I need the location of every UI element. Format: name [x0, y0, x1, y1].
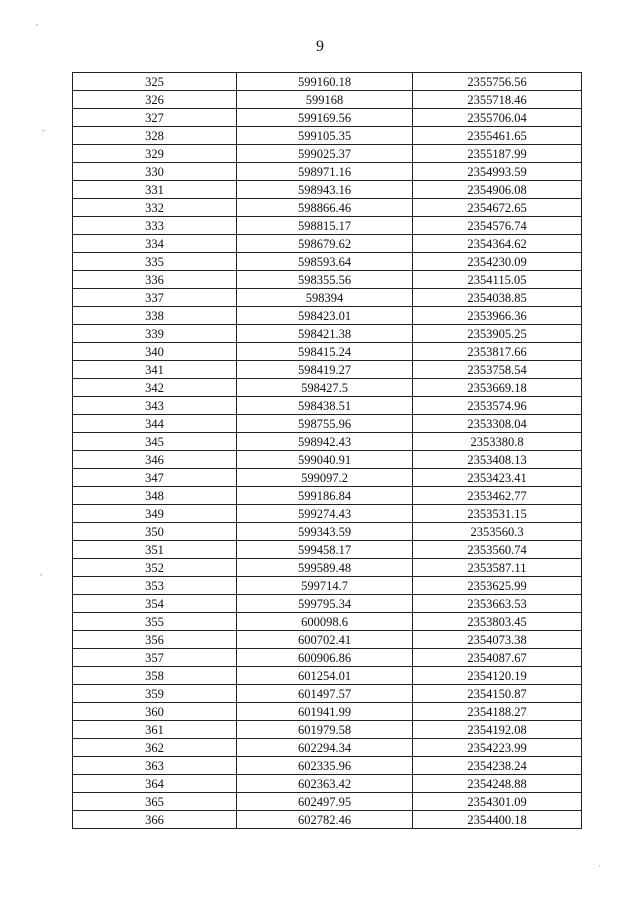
table-row: [73, 91, 582, 109]
y-coordinate-cell: 2354115.05: [413, 271, 582, 289]
x-coordinate-cell: 598815.17: [237, 217, 413, 235]
x-coordinate-cell: 598866.46: [237, 199, 413, 217]
table-row: [73, 685, 582, 703]
x-coordinate-cell: 598394: [237, 289, 413, 307]
point-number-cell: 351: [73, 541, 237, 559]
x-coordinate-cell: 601254.01: [237, 667, 413, 685]
y-coordinate-cell: 2353905.25: [413, 325, 582, 343]
table-row: [73, 721, 582, 739]
x-coordinate-cell: 601497.57: [237, 685, 413, 703]
point-number-cell: 363: [73, 757, 237, 775]
y-coordinate-cell: 2353587.11: [413, 559, 582, 577]
y-coordinate-cell: 2354400.18: [413, 811, 582, 829]
x-coordinate-cell: 599458.17: [237, 541, 413, 559]
point-number-cell: 330: [73, 163, 237, 181]
table-row: [73, 577, 582, 595]
point-number-cell: 357: [73, 649, 237, 667]
y-coordinate-cell: 2353408.13: [413, 451, 582, 469]
point-number-cell: 348: [73, 487, 237, 505]
table-row: [73, 757, 582, 775]
x-coordinate-cell: 598593.64: [237, 253, 413, 271]
point-number-cell: 340: [73, 343, 237, 361]
x-coordinate-cell: 599168: [237, 91, 413, 109]
x-coordinate-cell: 599714.7: [237, 577, 413, 595]
x-coordinate-cell: 598419.27: [237, 361, 413, 379]
point-number-cell: 329: [73, 145, 237, 163]
scan-speck: ,: [36, 18, 38, 27]
point-number-cell: 326: [73, 91, 237, 109]
table-row: [73, 505, 582, 523]
x-coordinate-cell: 599105.35: [237, 127, 413, 145]
y-coordinate-cell: 2353560.3: [413, 523, 582, 541]
y-coordinate-cell: 2354120.19: [413, 667, 582, 685]
x-coordinate-cell: 599160.18: [237, 73, 413, 91]
point-number-cell: 358: [73, 667, 237, 685]
table-row: [73, 379, 582, 397]
y-coordinate-cell: 2355187.99: [413, 145, 582, 163]
point-number-cell: 334: [73, 235, 237, 253]
point-number-cell: 352: [73, 559, 237, 577]
x-coordinate-cell: 599186.84: [237, 487, 413, 505]
table-row: [73, 595, 582, 613]
page-number: 9: [316, 38, 324, 55]
point-number-cell: 361: [73, 721, 237, 739]
y-coordinate-cell: 2354087.67: [413, 649, 582, 667]
point-number-cell: 365: [73, 793, 237, 811]
y-coordinate-cell: 2354238.24: [413, 757, 582, 775]
point-number-cell: 333: [73, 217, 237, 235]
x-coordinate-cell: 599343.59: [237, 523, 413, 541]
point-number-cell: 350: [73, 523, 237, 541]
table-row: [73, 235, 582, 253]
y-coordinate-cell: 2354188.27: [413, 703, 582, 721]
table-row: [73, 469, 582, 487]
table-row: [73, 181, 582, 199]
y-coordinate-cell: 2354223.99: [413, 739, 582, 757]
y-coordinate-cell: 2354073.38: [413, 631, 582, 649]
y-coordinate-cell: 2353817.66: [413, 343, 582, 361]
x-coordinate-cell: 602782.46: [237, 811, 413, 829]
y-coordinate-cell: 2353462.77: [413, 487, 582, 505]
table-row: [73, 451, 582, 469]
table-row: [73, 793, 582, 811]
x-coordinate-cell: 602335.96: [237, 757, 413, 775]
table-row: [73, 163, 582, 181]
table-body: [73, 73, 582, 829]
table-row: [73, 613, 582, 631]
y-coordinate-cell: 2354038.85: [413, 289, 582, 307]
y-coordinate-cell: 2354150.87: [413, 685, 582, 703]
y-coordinate-cell: 2355706.04: [413, 109, 582, 127]
point-number-cell: 366: [73, 811, 237, 829]
x-coordinate-cell: 598971.16: [237, 163, 413, 181]
table-row: [73, 487, 582, 505]
x-coordinate-cell: 600702.41: [237, 631, 413, 649]
x-coordinate-cell: 601941.99: [237, 703, 413, 721]
x-coordinate-cell: 598421.38: [237, 325, 413, 343]
table-row: [73, 559, 582, 577]
y-coordinate-cell: 2353803.45: [413, 613, 582, 631]
x-coordinate-cell: 601979.58: [237, 721, 413, 739]
table-row: [73, 289, 582, 307]
y-coordinate-cell: 2353531.15: [413, 505, 582, 523]
table-row: [73, 811, 582, 829]
table-row: [73, 361, 582, 379]
y-coordinate-cell: 2353669.18: [413, 379, 582, 397]
x-coordinate-cell: 602497.95: [237, 793, 413, 811]
table-row: [73, 397, 582, 415]
table-row: [73, 127, 582, 145]
y-coordinate-cell: 2353625.99: [413, 577, 582, 595]
y-coordinate-cell: 2354993.59: [413, 163, 582, 181]
table-row: [73, 307, 582, 325]
x-coordinate-cell: 599097.2: [237, 469, 413, 487]
point-number-cell: 354: [73, 595, 237, 613]
point-number-cell: 338: [73, 307, 237, 325]
x-coordinate-cell: 598438.51: [237, 397, 413, 415]
y-coordinate-cell: 2353560.74: [413, 541, 582, 559]
y-coordinate-cell: 2355756.56: [413, 73, 582, 91]
point-number-cell: 349: [73, 505, 237, 523]
table-row: [73, 541, 582, 559]
table-row: [73, 649, 582, 667]
table-row: [73, 343, 582, 361]
table-row: [73, 325, 582, 343]
table-row: [73, 739, 582, 757]
table-row: [73, 415, 582, 433]
y-coordinate-cell: 2353663.53: [413, 595, 582, 613]
coordinate-table: [72, 72, 582, 829]
y-coordinate-cell: 2353308.04: [413, 415, 582, 433]
y-coordinate-cell: 2353380.8: [413, 433, 582, 451]
y-coordinate-cell: 2354230.09: [413, 253, 582, 271]
x-coordinate-cell: 602294.34: [237, 739, 413, 757]
point-number-cell: 337: [73, 289, 237, 307]
point-number-cell: 344: [73, 415, 237, 433]
scan-speck: -: [42, 126, 45, 135]
y-coordinate-cell: 2353966.36: [413, 307, 582, 325]
x-coordinate-cell: 598415.24: [237, 343, 413, 361]
point-number-cell: 362: [73, 739, 237, 757]
table-row: [73, 73, 582, 91]
x-coordinate-cell: 598943.16: [237, 181, 413, 199]
point-number-cell: 359: [73, 685, 237, 703]
point-number-cell: 325: [73, 73, 237, 91]
x-coordinate-cell: 598755.96: [237, 415, 413, 433]
table-row: [73, 109, 582, 127]
x-coordinate-cell: 598423.01: [237, 307, 413, 325]
y-coordinate-cell: 2353423.41: [413, 469, 582, 487]
point-number-cell: 353: [73, 577, 237, 595]
x-coordinate-cell: 598942.43: [237, 433, 413, 451]
point-number-cell: 339: [73, 325, 237, 343]
x-coordinate-cell: 599040.91: [237, 451, 413, 469]
x-coordinate-cell: 600098.6: [237, 613, 413, 631]
y-coordinate-cell: 2354248.88: [413, 775, 582, 793]
point-number-cell: 332: [73, 199, 237, 217]
x-coordinate-cell: 602363.42: [237, 775, 413, 793]
x-coordinate-cell: 599795.34: [237, 595, 413, 613]
y-coordinate-cell: 2354301.09: [413, 793, 582, 811]
table-row: [73, 631, 582, 649]
y-coordinate-cell: 2354192.08: [413, 721, 582, 739]
point-number-cell: 355: [73, 613, 237, 631]
point-number-cell: 347: [73, 469, 237, 487]
table-row: [73, 703, 582, 721]
x-coordinate-cell: 599589.48: [237, 559, 413, 577]
y-coordinate-cell: 2354672.65: [413, 199, 582, 217]
table-row: [73, 433, 582, 451]
point-number-cell: 360: [73, 703, 237, 721]
point-number-cell: 346: [73, 451, 237, 469]
y-coordinate-cell: 2353758.54: [413, 361, 582, 379]
point-number-cell: 342: [73, 379, 237, 397]
table-row: [73, 271, 582, 289]
point-number-cell: 331: [73, 181, 237, 199]
table-row: [73, 217, 582, 235]
scan-speck: ·: [598, 862, 601, 871]
table-row: [73, 523, 582, 541]
point-number-cell: 328: [73, 127, 237, 145]
scan-speck: ,: [40, 568, 42, 577]
x-coordinate-cell: 598427.5: [237, 379, 413, 397]
x-coordinate-cell: 598679.62: [237, 235, 413, 253]
y-coordinate-cell: 2355718.46: [413, 91, 582, 109]
point-number-cell: 345: [73, 433, 237, 451]
y-coordinate-cell: 2354906.08: [413, 181, 582, 199]
table-row: [73, 775, 582, 793]
y-coordinate-cell: 2354576.74: [413, 217, 582, 235]
point-number-cell: 364: [73, 775, 237, 793]
table-row: [73, 667, 582, 685]
table-row: [73, 199, 582, 217]
x-coordinate-cell: 600906.86: [237, 649, 413, 667]
x-coordinate-cell: 599274.43: [237, 505, 413, 523]
y-coordinate-cell: 2355461.65: [413, 127, 582, 145]
point-number-cell: 343: [73, 397, 237, 415]
x-coordinate-cell: 598355.56: [237, 271, 413, 289]
table-row: [73, 145, 582, 163]
x-coordinate-cell: 599169.56: [237, 109, 413, 127]
point-number-cell: 336: [73, 271, 237, 289]
point-number-cell: 335: [73, 253, 237, 271]
table-row: [73, 253, 582, 271]
x-coordinate-cell: 599025.37: [237, 145, 413, 163]
y-coordinate-cell: 2353574.96: [413, 397, 582, 415]
point-number-cell: 341: [73, 361, 237, 379]
point-number-cell: 327: [73, 109, 237, 127]
y-coordinate-cell: 2354364.62: [413, 235, 582, 253]
point-number-cell: 356: [73, 631, 237, 649]
